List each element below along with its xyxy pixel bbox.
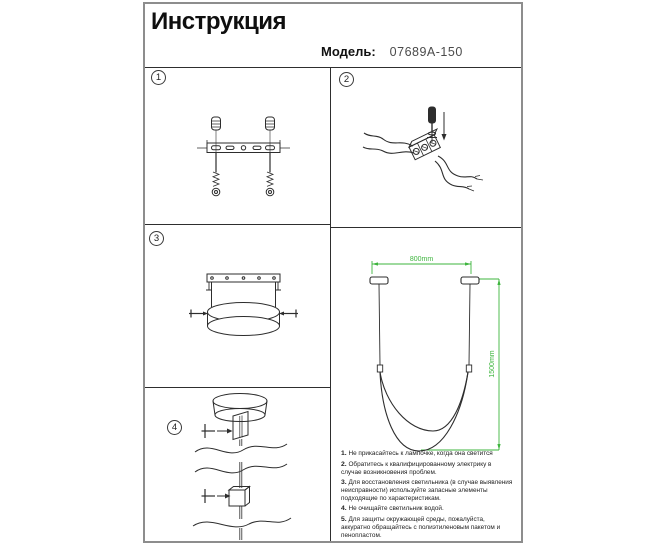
model-value: 07689A-150 — [389, 45, 463, 59]
dimension-arrows — [372, 262, 501, 450]
step-3-badge: 3 — [149, 231, 164, 246]
wiring-connection-drawing — [331, 68, 525, 227]
lamp-outline — [370, 277, 479, 451]
cable-adjustment-drawing — [145, 388, 330, 545]
step-1-badge: 1 — [151, 70, 166, 85]
adjust-screw-lower-icon — [202, 489, 231, 503]
note-3: 3. Для восстановления светильника (в случае выявления неисправности) используйте запасные элементы подходящие по характеристикам. — [341, 479, 513, 503]
terminal-block-icon — [407, 129, 445, 160]
cable-lock-icon — [229, 487, 250, 507]
mounting-bracket-drawing — [145, 68, 330, 224]
safety-notes — [341, 450, 513, 542]
page-title: Инструкция — [151, 8, 287, 35]
note-5: 5. Для защиты окружающей среды, пожалуйста, аккуратно обращайтесь с полиэтиленовым пакетом и пенопластом. — [341, 516, 501, 539]
adjust-screw-upper-icon — [202, 424, 233, 438]
arrow-down-icon — [442, 112, 447, 141]
note-2: 2. Обратитесь к квалифицированному электрику в случае возникновения проблем. — [341, 460, 492, 476]
note-4: 4. Не очищайте светильник водой. — [341, 505, 444, 513]
side-screw-right-icon — [279, 310, 298, 318]
dimension-lines — [372, 261, 499, 450]
width-dimension-label: 800mm — [409, 256, 434, 263]
canopy-mounting-drawing — [145, 225, 330, 387]
step-4-badge: 4 — [167, 420, 182, 435]
wall-anchor-icon — [212, 117, 275, 130]
model-row — [321, 43, 463, 61]
note-1: 1. Не прикасайтесь к лампочке, когда она светится — [341, 450, 493, 457]
wire-lines — [363, 133, 483, 191]
instruction-page — [143, 2, 523, 543]
model-label: Модель: — [321, 44, 376, 59]
screw-icon — [212, 153, 274, 196]
side-screw-left-icon — [189, 310, 208, 318]
pendant-lamp-dimension-drawing — [331, 228, 525, 452]
step-2-badge: 2 — [339, 72, 354, 87]
height-dimension-label: 1500mm — [489, 350, 496, 378]
